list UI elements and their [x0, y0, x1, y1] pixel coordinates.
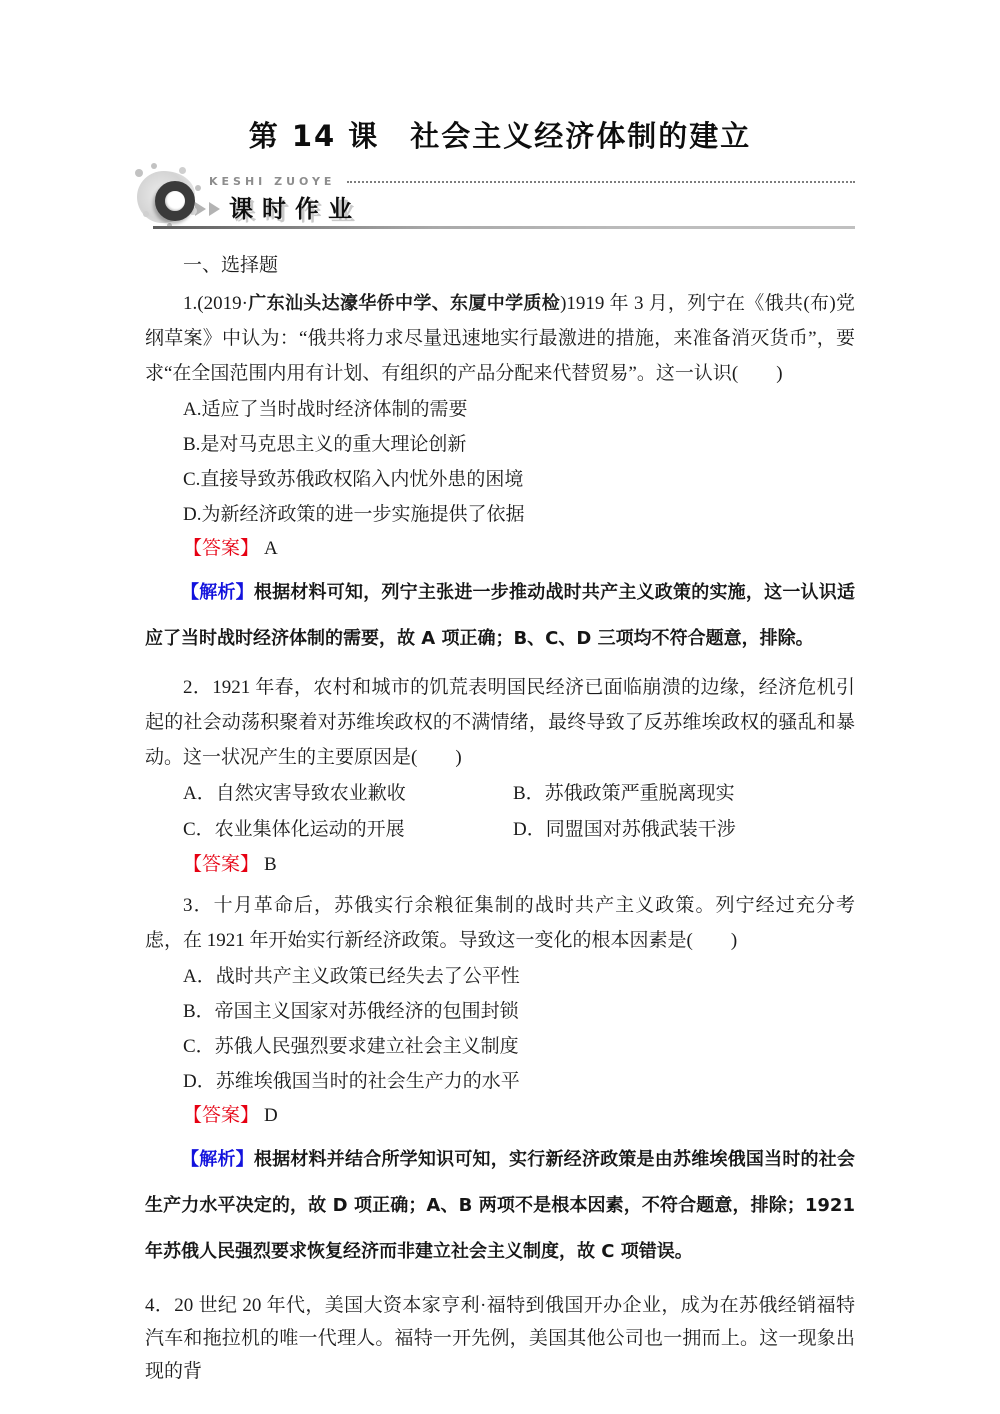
analysis-text: 根据材料并结合所学知识可知，实行新经济政策是由苏维埃俄国当时的社会生产力水平决定的，故 D 项正确；A、B 两项不是根本因素，不符合题意，排除；1921 年苏俄人民强烈要求恢复经济而非建立社会主义制度，故 C 项错误。: [145, 1149, 855, 1262]
banner-title-row: [195, 189, 855, 224]
homework-banner: [145, 171, 855, 229]
dotted-rule: [347, 181, 855, 183]
answer-label: 【答案】: [183, 538, 260, 559]
question-1-analysis: [145, 570, 855, 662]
option-item: A.适应了当时战时经济体制的需要: [183, 399, 468, 420]
banner-eyebrow-row: [209, 171, 855, 188]
analysis-label: 【解析】: [181, 582, 254, 603]
worksheet-content: [145, 249, 855, 1388]
splash-dot: [151, 163, 157, 169]
splash-dot: [179, 167, 186, 174]
splash-dot: [135, 169, 143, 177]
analysis-label: 【解析】: [181, 1149, 254, 1170]
question-1-stem-rest: )1919 年 3 月，列宁在《俄共(布)党纲草案》中认为：“俄共将力求尽量迅速地实行最激进的措施，来准备消灭货币”，要求“在全国范围内用有计划、有组织的产品分配来代替贸易”。这一认识( ): [145, 293, 856, 384]
question-2-options: [145, 776, 855, 848]
question-3-options: [145, 959, 855, 1099]
question-1-stem: [145, 286, 855, 391]
option-item: B．帝国主义国家对苏俄经济的包围封锁: [183, 1001, 519, 1022]
option-item: C.直接导致苏俄政权陷入内忧外患的困境: [183, 469, 524, 490]
question-1-stem-prefix: 1.(2019·: [183, 293, 248, 314]
option-item: C．农业集体化运动的开展: [183, 819, 405, 840]
option-item: B.是对马克思主义的重大理论创新: [183, 434, 467, 455]
answer-label: 【答案】: [183, 854, 260, 875]
analysis-text: 根据材料可知，列宁主张进一步推动战时共产主义政策的实施，这一认识适应了当时战时经济体制的需要，故 A 项正确；B、C、D 三项均不符合题意，排除。: [145, 582, 855, 649]
answer-value: B: [264, 854, 277, 875]
option-item: C．苏俄人民强烈要求建立社会主义制度: [183, 1036, 519, 1057]
question-1-source: 广东汕头达濠华侨中学、东厦中学质检: [247, 293, 561, 314]
option-item: D.为新经济政策的进一步实施提供了依据: [183, 504, 525, 525]
question-2-stem: 2．1921 年春，农村和城市的饥荒表明国民经济已面临崩溃的边缘，经济危机引起的社会动荡积聚着对苏维埃政权的不满情绪，最终导致了反苏维埃政权的骚乱和暴动。这一状况产生的主要原因是( ): [145, 677, 855, 768]
question-2-answer: [145, 848, 855, 882]
page-title: 第 14 课 社会主义经济体制的建立: [248, 119, 752, 153]
question-4: [145, 1289, 855, 1388]
option-item: A．战时共产主义政策已经失去了公平性: [183, 966, 520, 987]
option-item: A．自然灾害导致农业歉收: [183, 783, 406, 804]
banner-title: 课时作业: [229, 195, 361, 223]
question-4-stem: 4．20 世纪 20 年代，美国大资本家亨利·福特到俄国开办企业，成为在苏俄经销福特汽车和拖拉机的唯一代理人。福特一开先例，美国其他公司也一拥而上。这一现象出现的背: [145, 1295, 855, 1382]
banner-eyebrow-text: KESHI ZUOYE: [209, 175, 336, 188]
right-arrow-icon: [209, 202, 220, 216]
option-item: D．同盟国对苏俄武装干涉: [513, 819, 736, 840]
question-1: [145, 286, 855, 662]
question-3-answer: [145, 1099, 855, 1133]
lens-splash-icon: [133, 163, 207, 231]
question-1-answer: [145, 532, 855, 566]
question-1-options: [145, 392, 855, 532]
question-2: [145, 670, 855, 882]
splash-dot: [195, 185, 201, 191]
option-item: B．苏俄政策严重脱离现实: [513, 783, 735, 804]
question-3-stem: 3．十月革命后，苏俄实行余粮征集制的战时共产主义政策。列宁经过充分考虑，在 1921 年开始实行新经济政策。导致这一变化的根本因素是( ): [145, 895, 855, 951]
answer-value: A: [264, 538, 278, 559]
splash-dot: [143, 211, 149, 217]
question-3: [145, 888, 855, 1275]
banner-underline-rule: [153, 226, 855, 229]
section-heading: 一、选择题: [183, 255, 279, 276]
question-3-analysis: [145, 1137, 855, 1275]
answer-value: D: [264, 1105, 278, 1126]
answer-label: 【答案】: [183, 1105, 260, 1126]
lens-ring-icon: [155, 181, 195, 221]
option-item: D．苏维埃俄国当时的社会生产力的水平: [183, 1071, 520, 1092]
